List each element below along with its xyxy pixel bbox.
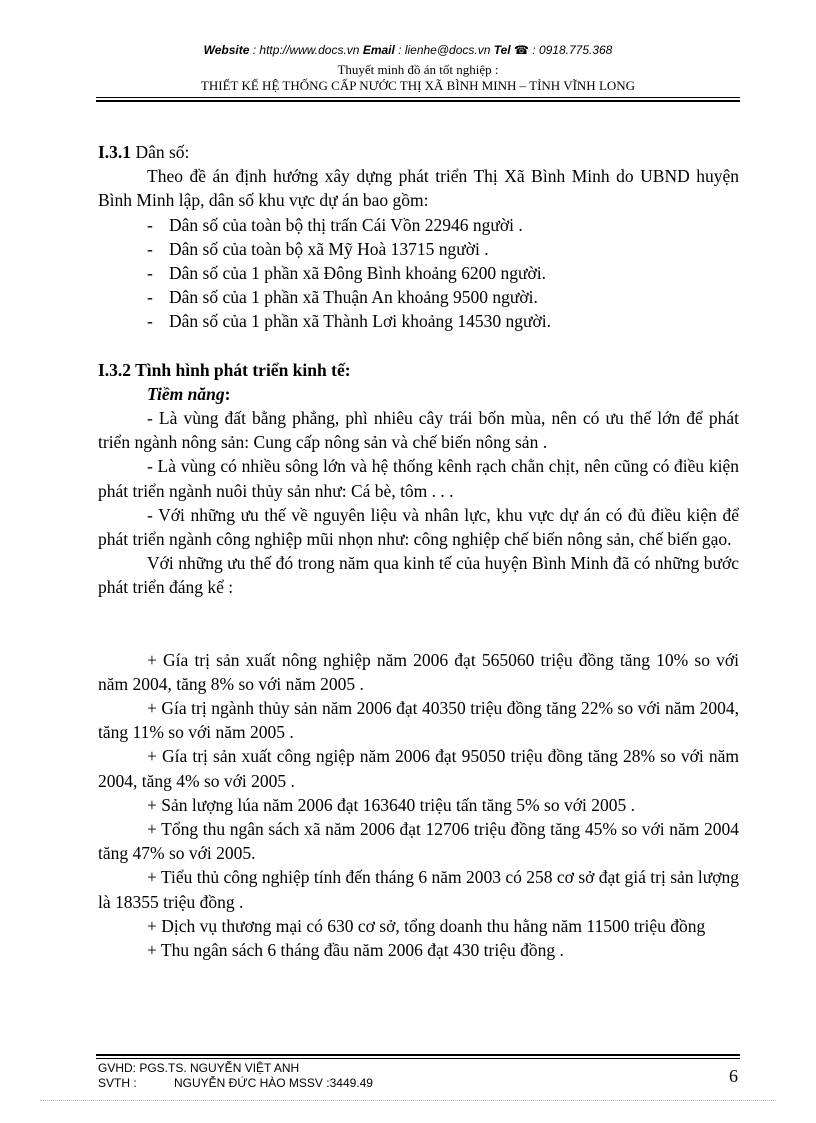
fact-item: + Gía trị ngành thủy sản năm 2006 đạt 40350 triệu đồng tăng 22% so với năm 2004, tăng 11% so với năm 2005 . xyxy=(98,698,739,743)
tel-value: : 0918.775.368 xyxy=(528,43,613,57)
fact-item: + Sản lượng lúa năm 2006 đạt 163640 triệu tấn tăng 5% so với 2005 . xyxy=(147,794,635,815)
website-value: : http://www.docs.vn xyxy=(249,43,363,57)
fact-item: + Tổng thu ngân sách xã năm 2006 đạt 12706 triệu đồng tăng 45% so với năm 2004 tăng 47% so với 2005. xyxy=(98,819,739,864)
header-title: THIẾT KẾ HỆ THỐNG CẤP NƯỚC THỊ XÃ BÌNH MINH – TỈNH VĨNH LONG xyxy=(200,78,636,93)
paragraph: Với những ưu thế đó trong năm qua kinh tế của huyện Bình Minh đã có những bước phát triển đáng kể : xyxy=(98,553,739,598)
phone-icon: ☎ xyxy=(513,43,529,57)
list-item: - Dân số của 1 phần xã Thuận An khoảng 9500 người. xyxy=(147,287,538,308)
spacer xyxy=(98,600,739,648)
header-divider xyxy=(96,97,740,102)
footer-supervisor: GVHD: PGS.TS. NGUYỄN VIỆT ANH xyxy=(98,1061,300,1075)
paragraph: - Là vùng đất bằng phẳng, phì nhiêu cây trái bốn mùa, nên có ưu thế lớn để phát triển ngành nông sản: Cung cấp nông sản và chế biến nông sản . xyxy=(98,408,739,453)
email-value: : lienhe@docs.vn xyxy=(394,43,494,57)
list-item: - Dân số của toàn bộ thị trấn Cái Vồn 22946 người . xyxy=(147,214,523,235)
list-item: - Dân số của 1 phần xã Thành Lơi khoảng 14530 người. xyxy=(147,311,551,332)
section-title: Dân số: xyxy=(131,142,190,162)
spacer xyxy=(98,334,739,358)
list-item: - Dân số của toàn bộ xã Mỹ Hoà 13715 người . xyxy=(147,238,489,259)
document-body xyxy=(98,140,739,962)
website-label: Website xyxy=(203,43,250,57)
population-intro: Theo đề án định hướng xây dựng phát triển Thị Xã Bình Minh do UBND huyện Bình Minh lập, dân số khu vực dự án bao gồm: xyxy=(98,166,739,211)
page-number: 6 xyxy=(729,1066,738,1086)
fact-item: + Tiểu thủ công nghiệp tính đến tháng 6 năm 2003 có 258 cơ sở đạt giá trị sản lượng là 18355 triệu đồng . xyxy=(98,867,739,912)
section-number: I.3.1 xyxy=(98,142,132,162)
email-label: Email xyxy=(362,43,395,57)
header-subtitle: Thuyết minh đồ án tốt nghiệp : xyxy=(337,62,499,77)
section-heading-population xyxy=(98,140,739,164)
page-footer xyxy=(98,1061,740,1091)
tel-label: Tel xyxy=(493,43,511,57)
subheading-potential: Tiềm năng: xyxy=(147,383,231,404)
paragraph: - Với những ưu thế về nguyên liệu và nhân lực, khu vực dự án có đủ điều kiện để phát triển ngành công nghiệp mũi nhọn như: công nghiệp chế biến nông sản, chế biến gạo. xyxy=(98,504,739,550)
list-item: - Dân số của 1 phần xã Đông Bình khoảng 6200 người. xyxy=(147,263,546,284)
fact-item: + Dịch vụ thương mại có 630 cơ sở, tổng doanh thu hằng năm 11500 triệu đồng xyxy=(147,915,706,936)
page-edge-divider xyxy=(40,1100,776,1101)
fact-item: + Gía trị sản xuất công ngiệp năm 2006 đạt 95050 triệu đồng tăng 28% so với năm 2004, tăng 4% so với 2005 . xyxy=(98,746,739,791)
page-header xyxy=(96,62,740,94)
website-contact-line xyxy=(0,43,816,57)
footer-divider xyxy=(96,1054,740,1059)
footer-student: SVTH : NGUYỄN ĐỨC HÀO MSSV :3449.49 xyxy=(98,1076,373,1090)
section-heading-economy xyxy=(98,358,739,382)
section-number: I.3.2 xyxy=(98,359,132,380)
fact-item: + Gía trị sản xuất nông nghiệp năm 2006 đạt 565060 triệu đồng tăng 10% so với năm 2004, tăng 8% so với năm 2005 . xyxy=(98,649,739,694)
section-title: Tình hình phát triển kinh tế: xyxy=(131,359,351,380)
paragraph: - Là vùng có nhiều sông lớn và hệ thống kênh rạch chằn chịt, nên cũng có điều kiện phát triển ngành nuôi thủy sản như: Cá bè, tôm . . . xyxy=(98,456,739,501)
fact-item: + Thu ngân sách 6 tháng đầu năm 2006 đạt 430 triệu đồng . xyxy=(147,940,564,961)
